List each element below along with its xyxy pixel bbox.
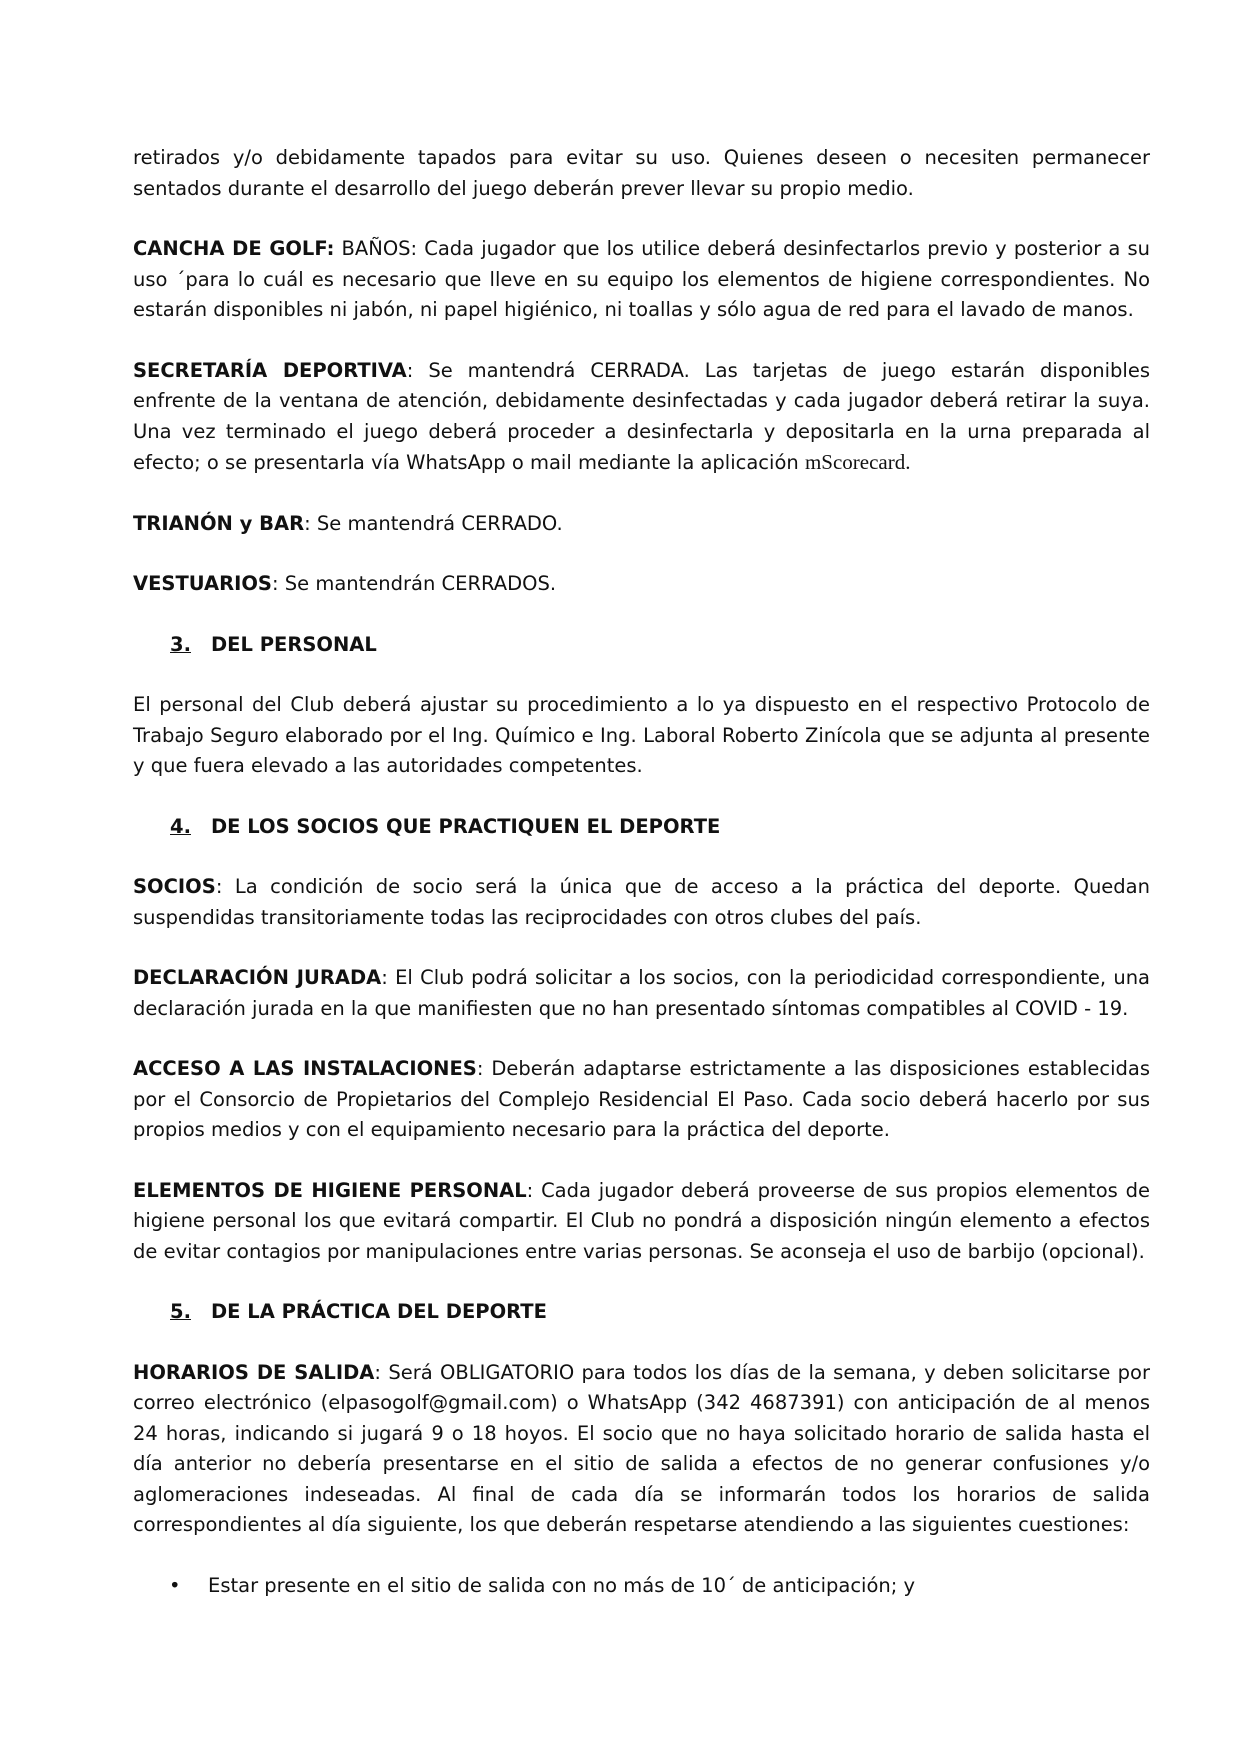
text-acceso-instalaciones: : Deberán adaptarse estrictamente a las disposiciones establecidas por el Consorcio de Propietarios del Complejo Residencial El Paso. Cada socio deberá hacerlo por sus propios medios y con el equipamiento necesario para la práctica del deporte. [133, 1057, 1150, 1141]
text-horarios-salida: : Será OBLIGATORIO para todos los días de la semana, y deben solicitarse por correo electrónico (elpasogolf@gmail.com) o WhatsApp (342 4687391) con anticipación de al menos 24 horas, indicando si jugará 9 o 18 hoyos. El socio que no haya solicitado horario de salida hasta el día anterior no debería presentarse en el sitio de salida a efectos de no generar confusiones y/o aglomeraciones indeseadas. Al final de cada día se informarán todos los horarios de salida correspondientes al día siguiente, los que deberán respetarse atendiendo a las siguientes cuestiones: [133, 1360, 1150, 1536]
paragraph-acceso-instalaciones [133, 1054, 1150, 1146]
section-heading-5 [133, 1297, 1150, 1328]
section-title-5: DE LA PRÁCTICA DEL DEPORTE [210, 1300, 547, 1323]
label-cancha-de-golf: CANCHA DE GOLF: [133, 237, 335, 260]
paragraph-secretaria-deportiva [133, 356, 1150, 479]
label-acceso-instalaciones: ACCESO A LAS INSTALACIONES [133, 1057, 477, 1080]
text-secretaria-deportiva: : Se mantendrá CERRADA. Las tarjetas de juego estarán disponibles enfrente de la ventana de atención, debidamente desinfectadas y cada jugador deberá retirar la suya. Una vez terminado el juego deberá proceder a desinfectarla y depositarla en la urna preparada al efecto; o se presentarla vía WhatsApp o mail mediante la aplicación [133, 358, 1150, 474]
section-title-4: DE LOS SOCIOS QUE PRACTIQUEN EL DEPORTE [210, 814, 721, 838]
label-secretaria-deportiva: SECRETARÍA DEPORTIVA [133, 358, 407, 382]
document-page [133, 143, 1150, 1601]
section-title-3: DEL PERSONAL [210, 632, 377, 656]
text-declaracion-jurada: : El Club podrá solicitar a los socios, con la periodicidad correspondiente, una declaración jurada en la que manifiesten que no han presentado síntomas compatibles al COVID - 19. [133, 966, 1151, 1020]
paragraph-cancha-de-golf [133, 234, 1150, 326]
paragraph-personal: El personal del Club deberá ajustar su procedimiento a lo ya dispuesto en el respectivo Protocolo de Trabajo Seguro elaborado por el Ing. Químico e Ing. Laboral Roberto Zinícola que se adjunta al presente y que fuera elevado a las autoridades competentes. [133, 693, 1150, 777]
section-number-3: 3. [170, 632, 191, 656]
text-socios: : La condición de socio será la única que de acceso a la práctica del deporte. Quedan suspendidas transitoriamente todas las reciprocidades con otros clubes del país. [133, 875, 1150, 929]
label-declaracion-jurada: DECLARACIÓN JURADA [133, 966, 382, 989]
text-cancha-de-golf: BAÑOS: Cada jugador que los utilice deberá desinfectarlos previo y posterior a su uso ´para lo cuál es necesario que lleve en su equipo los elementos de higiene correspondientes. No estarán disponibles ni jabón, ni papel higiénico, ni toallas y sólo agua de red para el lavado de manos. [133, 237, 1150, 321]
section-heading-3 [133, 630, 1150, 661]
paragraph-horarios-salida [133, 1358, 1150, 1541]
paragraph-socios [133, 872, 1150, 933]
section-number-4: 4. [170, 814, 191, 838]
label-horarios-salida: HORARIOS DE SALIDA [133, 1360, 375, 1384]
text-mscorecard: mScorecard. [804, 450, 911, 474]
paragraph-declaracion-jurada [133, 963, 1150, 1024]
section-heading-4 [133, 812, 1150, 843]
text-vestuarios: : Se mantendrán CERRADOS. [271, 572, 557, 595]
paragraph-higiene-personal [133, 1176, 1150, 1268]
section-number-5: 5. [170, 1300, 191, 1323]
label-higiene-personal: ELEMENTOS DE HIGIENE PERSONAL [133, 1178, 527, 1202]
list-item: • Estar presente en el sitio de salida con no más de 10´ de anticipación; y [133, 1571, 1150, 1602]
text-trianon-bar: : Se mantendrá CERRADO. [304, 511, 563, 535]
label-trianon-bar: TRIANÓN y BAR [133, 511, 305, 535]
label-socios: SOCIOS [133, 875, 216, 898]
paragraph-intro: retirados y/o debidamente tapados para evitar su uso. Quienes deseen o necesiten permanecer sentados durante el desarrollo del juego deberán prever llevar su propio medio. [133, 146, 1150, 200]
text-higiene-personal: : Cada jugador deberá proveerse de sus propios elementos de higiene personal los que evitará compartir. El Club no pondrá a disposición ningún elemento a efectos de evitar contagios por manipulaciones entre varias personas. Se aconseja el uso de barbijo (opcional). [133, 1178, 1150, 1263]
label-vestuarios: VESTUARIOS [133, 572, 272, 595]
bullet-list [133, 1571, 1150, 1602]
paragraph-vestuarios [133, 569, 1150, 600]
paragraph-trianon-bar [133, 509, 1150, 540]
